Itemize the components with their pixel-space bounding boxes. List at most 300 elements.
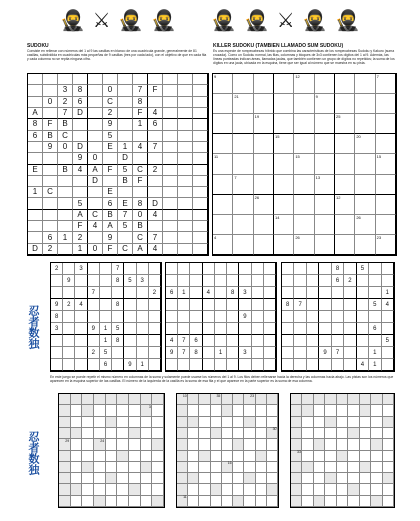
grid-cell[interactable] (383, 473, 394, 484)
grid-cell[interactable] (129, 417, 141, 428)
grid-cell[interactable]: F (133, 108, 148, 119)
grid-cell[interactable] (315, 154, 335, 174)
grid-cell[interactable] (267, 405, 278, 416)
grid-cell[interactable] (163, 198, 178, 209)
grid-cell[interactable] (314, 428, 325, 439)
grid-cell[interactable] (178, 119, 193, 130)
grid-cell[interactable] (149, 335, 161, 347)
grid-cell[interactable] (193, 244, 208, 255)
grid-cell[interactable] (137, 299, 149, 311)
grid-cell[interactable] (94, 428, 106, 439)
grid-cell[interactable]: A (103, 221, 118, 232)
grid-cell[interactable] (43, 153, 58, 164)
grid-cell[interactable] (371, 428, 382, 439)
grid-cell[interactable]: 6 (73, 97, 88, 108)
grid-cell[interactable] (193, 85, 208, 96)
grid-cell[interactable] (282, 275, 294, 287)
grid-cell[interactable]: 35 (211, 394, 222, 405)
grid-cell[interactable] (51, 335, 63, 347)
grid-cell[interactable]: 21 (233, 94, 253, 114)
grid-cell[interactable] (337, 417, 348, 428)
grid-cell[interactable] (203, 323, 215, 335)
grid-cell[interactable] (314, 484, 325, 495)
grid-cell[interactable] (141, 496, 153, 507)
grid-cell[interactable]: 13 (315, 175, 335, 195)
grid-cell[interactable] (319, 359, 331, 371)
grid-cell[interactable] (149, 263, 161, 275)
grid-cell[interactable] (211, 473, 222, 484)
grid-cell[interactable] (274, 114, 294, 134)
grid-cell[interactable] (254, 235, 274, 255)
grid-cell[interactable] (137, 311, 149, 323)
grid-cell[interactable] (244, 405, 255, 416)
grid-cell[interactable] (315, 195, 335, 215)
grid-cell[interactable] (152, 496, 164, 507)
grid-cell[interactable]: 6 (100, 359, 112, 371)
grid-cell[interactable] (348, 451, 359, 462)
grid-cell[interactable] (199, 417, 210, 428)
grid-cell[interactable] (152, 462, 164, 473)
grid-cell[interactable] (233, 405, 244, 416)
grid-cell[interactable]: 9 (213, 74, 233, 94)
grid-cell[interactable] (100, 275, 112, 287)
grid-cell[interactable] (256, 439, 267, 450)
grid-cell[interactable] (227, 347, 239, 359)
grid-cell[interactable] (274, 195, 294, 215)
grid-cell[interactable] (254, 94, 274, 114)
grid-cell[interactable] (133, 131, 148, 142)
grid-cell[interactable]: 8 (28, 119, 43, 130)
grid-cell[interactable]: 15 (274, 134, 294, 154)
grid-cell[interactable] (149, 359, 161, 371)
grid-cell[interactable] (233, 215, 253, 235)
grid-cell[interactable] (43, 210, 58, 221)
grid-cell[interactable] (149, 311, 161, 323)
grid-cell[interactable]: 5 (369, 299, 381, 311)
grid-cell[interactable] (118, 74, 133, 85)
grid-cell[interactable] (58, 198, 73, 209)
grid-cell[interactable] (59, 417, 71, 428)
grid-cell[interactable] (75, 335, 87, 347)
grid-cell[interactable] (63, 335, 75, 347)
grid-cell[interactable] (233, 394, 244, 405)
grid-cell[interactable] (163, 131, 178, 142)
grid-cell[interactable]: 8 (112, 335, 124, 347)
grid-cell[interactable] (82, 496, 94, 507)
grid-cell[interactable] (382, 311, 394, 323)
grid-cell[interactable] (178, 85, 193, 96)
grid-cell[interactable] (344, 335, 356, 347)
grid-cell[interactable] (129, 405, 141, 416)
grid-cell[interactable] (190, 263, 202, 275)
grid-cell[interactable]: 16 (222, 462, 233, 473)
grid-cell[interactable] (141, 439, 153, 450)
grid-cell[interactable] (337, 473, 348, 484)
grid-cell[interactable] (332, 299, 344, 311)
grid-cell[interactable] (199, 496, 210, 507)
grid-cell[interactable] (28, 221, 43, 232)
grid-cell[interactable] (319, 287, 331, 299)
grid-cell[interactable] (43, 176, 58, 187)
grid-cell[interactable] (357, 287, 369, 299)
grid-cell[interactable] (163, 85, 178, 96)
grid-cell[interactable] (178, 97, 193, 108)
grid-cell[interactable]: C (133, 232, 148, 243)
grid-cell[interactable] (239, 275, 251, 287)
grid-cell[interactable] (274, 94, 294, 114)
grid-cell[interactable] (71, 473, 83, 484)
grid-cell[interactable] (294, 275, 306, 287)
grid-cell[interactable]: B (43, 131, 58, 142)
grid-cell[interactable] (117, 462, 129, 473)
grid-cell[interactable] (244, 428, 255, 439)
grid-cell[interactable] (325, 439, 336, 450)
grid-cell[interactable] (213, 114, 233, 134)
grid-cell[interactable] (227, 263, 239, 275)
grid-cell[interactable] (244, 484, 255, 495)
grid-cell[interactable] (106, 394, 118, 405)
grid-cell[interactable] (382, 263, 394, 275)
grid-cell[interactable] (294, 134, 314, 154)
grid-cell[interactable]: E (118, 198, 133, 209)
grid-cell[interactable] (256, 417, 267, 428)
grid-cell[interactable] (267, 496, 278, 507)
grid-cell[interactable] (118, 187, 133, 198)
grid-cell[interactable] (254, 215, 274, 235)
grid-cell[interactable] (28, 232, 43, 243)
grid-cell[interactable] (190, 299, 202, 311)
grid-cell[interactable] (178, 165, 193, 176)
grid-cell[interactable]: 1 (369, 347, 381, 359)
grid-cell[interactable] (129, 394, 141, 405)
grid-cell[interactable] (335, 215, 355, 235)
grid-cell[interactable] (244, 417, 255, 428)
grid-cell[interactable] (282, 287, 294, 299)
grid-cell[interactable]: C (58, 131, 73, 142)
grid-cell[interactable]: C (43, 187, 58, 198)
grid-cell[interactable] (291, 496, 302, 507)
grid-cell[interactable] (382, 275, 394, 287)
grid-cell[interactable]: F (103, 244, 118, 255)
grid-cell[interactable] (141, 417, 153, 428)
grid-cell[interactable]: 25 (335, 114, 355, 134)
grid-cell[interactable] (291, 405, 302, 416)
grid-cell[interactable] (357, 311, 369, 323)
grid-cell[interactable] (215, 299, 227, 311)
grid-cell[interactable]: C (103, 97, 118, 108)
grid-cell[interactable] (71, 462, 83, 473)
grid-cell[interactable] (222, 417, 233, 428)
grid-cell[interactable] (63, 311, 75, 323)
grid-cell[interactable] (177, 484, 188, 495)
grid-cell[interactable] (190, 359, 202, 371)
grid-cell[interactable] (315, 134, 335, 154)
grid-cell[interactable]: B (58, 119, 73, 130)
grid-cell[interactable] (190, 287, 202, 299)
grid-cell[interactable] (137, 347, 149, 359)
grid-cell[interactable] (59, 451, 71, 462)
grid-cell[interactable] (94, 451, 106, 462)
grid-cell[interactable]: 0 (58, 142, 73, 153)
grid-cell[interactable] (58, 221, 73, 232)
grid-cell[interactable] (274, 154, 294, 174)
grid-cell[interactable] (112, 347, 124, 359)
grid-cell[interactable]: 7 (148, 232, 163, 243)
grid-cell[interactable]: 7 (178, 347, 190, 359)
grid-cell[interactable] (178, 299, 190, 311)
grid-cell[interactable] (252, 287, 264, 299)
grid-cell[interactable] (227, 359, 239, 371)
grid-cell[interactable] (335, 94, 355, 114)
grid-cell[interactable] (325, 428, 336, 439)
grid-cell[interactable]: 8 (51, 311, 63, 323)
grid-cell[interactable] (325, 417, 336, 428)
grid-cell[interactable] (88, 142, 103, 153)
grid-cell[interactable] (291, 439, 302, 450)
grid-cell[interactable] (63, 287, 75, 299)
grid-cell[interactable] (233, 462, 244, 473)
grid-cell[interactable] (82, 473, 94, 484)
grid-cell[interactable]: A (28, 108, 43, 119)
grid-cell[interactable]: 1 (133, 119, 148, 130)
grid-cell[interactable] (344, 287, 356, 299)
grid-cell[interactable] (163, 232, 178, 243)
grid-cell[interactable] (193, 221, 208, 232)
grid-cell[interactable] (82, 439, 94, 450)
grid-cell[interactable]: 7 (58, 108, 73, 119)
grid-cell[interactable] (152, 473, 164, 484)
grid-cell[interactable] (233, 496, 244, 507)
grid-cell[interactable] (294, 263, 306, 275)
grid-cell[interactable] (332, 359, 344, 371)
grid-cell[interactable] (117, 405, 129, 416)
grid-cell[interactable] (233, 451, 244, 462)
grid-cell[interactable] (163, 187, 178, 198)
grid-cell[interactable] (319, 311, 331, 323)
grid-cell[interactable] (337, 394, 348, 405)
grid-cell[interactable] (376, 114, 396, 134)
grid-cell[interactable] (264, 299, 276, 311)
grid-cell[interactable] (177, 473, 188, 484)
grid-cell[interactable] (163, 153, 178, 164)
grid-cell[interactable] (178, 142, 193, 153)
grid-cell[interactable] (203, 311, 215, 323)
grid-cell[interactable] (129, 484, 141, 495)
grid-cell[interactable] (152, 484, 164, 495)
grid-cell[interactable] (193, 198, 208, 209)
grid-cell[interactable] (267, 439, 278, 450)
grid-cell[interactable] (307, 275, 319, 287)
grid-cell[interactable] (227, 275, 239, 287)
grid-cell[interactable]: 8 (190, 347, 202, 359)
grid-cell[interactable] (371, 405, 382, 416)
grid-cell[interactable] (264, 263, 276, 275)
grid-cell[interactable]: 1 (178, 287, 190, 299)
grid-cell[interactable] (215, 263, 227, 275)
grid-cell[interactable]: 0 (43, 97, 58, 108)
grid-cell[interactable] (117, 451, 129, 462)
grid-cell[interactable] (129, 439, 141, 450)
grid-cell[interactable]: 8 (112, 299, 124, 311)
grid-cell[interactable]: 6 (103, 198, 118, 209)
grid-cell[interactable] (369, 263, 381, 275)
grid-cell[interactable]: 1 (382, 287, 394, 299)
grid-cell[interactable] (59, 473, 71, 484)
grid-cell[interactable] (117, 428, 129, 439)
grid-cell[interactable]: 23 (376, 235, 396, 255)
grid-cell[interactable]: 4 (382, 299, 394, 311)
grid-cell[interactable] (199, 451, 210, 462)
grid-cell[interactable] (117, 439, 129, 450)
grid-cell[interactable] (332, 287, 344, 299)
grid-cell[interactable] (315, 74, 335, 94)
grid-cell[interactable] (264, 323, 276, 335)
grid-cell[interactable] (75, 359, 87, 371)
grid-cell[interactable] (233, 439, 244, 450)
grid-cell[interactable] (94, 405, 106, 416)
grid-cell[interactable] (355, 114, 375, 134)
grid-cell[interactable] (383, 428, 394, 439)
grid-cell[interactable] (222, 473, 233, 484)
grid-cell[interactable] (28, 97, 43, 108)
grid-cell[interactable] (103, 176, 118, 187)
grid-cell[interactable] (319, 299, 331, 311)
grid-cell[interactable]: 19 (254, 114, 274, 134)
grid-cell[interactable] (152, 439, 164, 450)
grid-cell[interactable] (149, 347, 161, 359)
grid-cell[interactable] (59, 428, 71, 439)
grid-cell[interactable] (106, 405, 118, 416)
grid-cell[interactable] (63, 323, 75, 335)
grid-cell[interactable] (302, 439, 313, 450)
grid-cell[interactable] (166, 311, 178, 323)
grid-cell[interactable] (133, 74, 148, 85)
grid-cell[interactable]: A (88, 165, 103, 176)
grid-cell[interactable] (73, 187, 88, 198)
grid-cell[interactable] (141, 394, 153, 405)
grid-cell[interactable] (215, 275, 227, 287)
grid-cell[interactable] (291, 394, 302, 405)
grid-cell[interactable] (94, 462, 106, 473)
grid-cell[interactable] (382, 359, 394, 371)
grid-cell[interactable] (193, 74, 208, 85)
grid-cell[interactable] (254, 74, 274, 94)
grid-cell[interactable] (178, 210, 193, 221)
grid-cell[interactable]: 8 (133, 97, 148, 108)
grid-cell[interactable]: 7 (233, 175, 253, 195)
grid-cell[interactable] (213, 94, 233, 114)
grid-cell[interactable] (319, 323, 331, 335)
grid-cell[interactable] (325, 473, 336, 484)
grid-cell[interactable] (256, 473, 267, 484)
grid-cell[interactable] (59, 405, 71, 416)
grid-cell[interactable] (314, 394, 325, 405)
grid-cell[interactable] (178, 232, 193, 243)
grid-cell[interactable]: 6 (190, 335, 202, 347)
grid-cell[interactable] (294, 287, 306, 299)
grid-cell[interactable] (307, 347, 319, 359)
grid-cell[interactable] (178, 221, 193, 232)
grid-cell[interactable] (215, 287, 227, 299)
grid-cell[interactable] (307, 359, 319, 371)
grid-cell[interactable] (256, 428, 267, 439)
grid-cell[interactable] (188, 417, 199, 428)
grid-cell[interactable] (71, 394, 83, 405)
grid-cell[interactable]: A (73, 210, 88, 221)
grid-cell[interactable] (355, 235, 375, 255)
grid-cell[interactable] (294, 335, 306, 347)
grid-cell[interactable] (73, 131, 88, 142)
grid-cell[interactable] (117, 394, 129, 405)
grid-cell[interactable]: 7 (148, 142, 163, 153)
grid-cell[interactable] (252, 299, 264, 311)
grid-cell[interactable] (58, 244, 73, 255)
grid-cell[interactable] (344, 347, 356, 359)
grid-cell[interactable] (244, 451, 255, 462)
grid-cell[interactable]: 5 (124, 275, 136, 287)
grid-cell[interactable] (177, 417, 188, 428)
grid-cell[interactable] (148, 153, 163, 164)
grid-cell[interactable] (88, 263, 100, 275)
grid-cell[interactable] (211, 405, 222, 416)
grid-cell[interactable] (82, 405, 94, 416)
grid-cell[interactable]: 9 (73, 153, 88, 164)
grid-cell[interactable] (106, 439, 118, 450)
grid-cell[interactable]: 9 (239, 311, 251, 323)
grid-cell[interactable] (307, 335, 319, 347)
grid-cell[interactable] (282, 323, 294, 335)
grid-cell[interactable]: 0 (133, 210, 148, 221)
grid-cell[interactable]: 0 (88, 244, 103, 255)
grid-cell[interactable] (63, 359, 75, 371)
grid-cell[interactable] (267, 473, 278, 484)
grid-cell[interactable] (335, 154, 355, 174)
grid-cell[interactable] (71, 405, 83, 416)
grid-cell[interactable] (88, 198, 103, 209)
grid-cell[interactable] (100, 263, 112, 275)
grid-cell[interactable] (88, 74, 103, 85)
grid-cell[interactable] (256, 394, 267, 405)
grid-cell[interactable] (100, 299, 112, 311)
grid-cell[interactable]: 15 (376, 154, 396, 174)
grid-cell[interactable] (133, 187, 148, 198)
grid-cell[interactable] (357, 275, 369, 287)
grid-cell[interactable]: 9 (43, 142, 58, 153)
grid-cell[interactable] (282, 263, 294, 275)
grid-cell[interactable] (233, 154, 253, 174)
grid-cell[interactable] (227, 323, 239, 335)
grid-cell[interactable]: C (88, 210, 103, 221)
grid-cell[interactable] (337, 451, 348, 462)
grid-cell[interactable] (28, 198, 43, 209)
grid-cell[interactable] (203, 275, 215, 287)
grid-cell[interactable] (344, 359, 356, 371)
grid-cell[interactable] (71, 451, 83, 462)
grid-cell[interactable] (75, 311, 87, 323)
grid-cell[interactable]: D (73, 108, 88, 119)
grid-cell[interactable] (94, 496, 106, 507)
grid-cell[interactable] (117, 484, 129, 495)
grid-cell[interactable] (302, 428, 313, 439)
grid-cell[interactable] (360, 405, 371, 416)
grid-cell[interactable] (294, 323, 306, 335)
grid-cell[interactable] (203, 359, 215, 371)
grid-cell[interactable]: 1 (137, 359, 149, 371)
grid-cell[interactable] (233, 74, 253, 94)
grid-cell[interactable] (294, 347, 306, 359)
grid-cell[interactable] (178, 275, 190, 287)
grid-cell[interactable]: 11 (177, 496, 188, 507)
